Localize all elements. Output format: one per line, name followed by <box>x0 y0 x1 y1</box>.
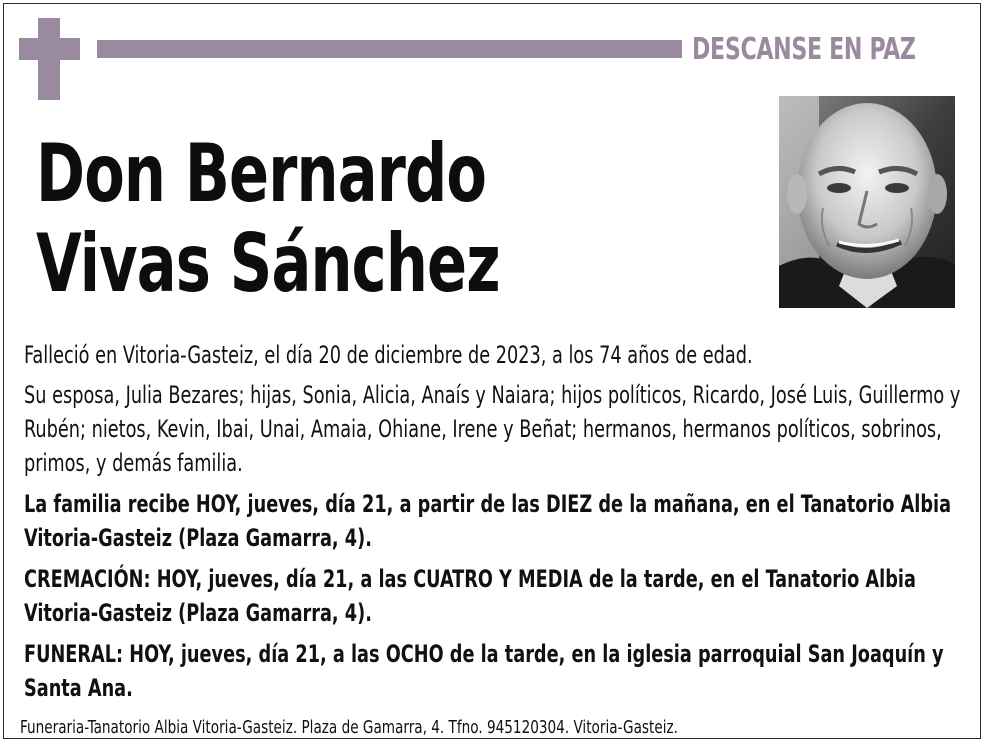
wake-notice: La familia recibe HOY, jueves, día 21, a partir de las DIEZ de la mañana, en el Tanatorio Albia Vitoria-Gasteiz (Plaza Gamarra, 4). <box>24 490 952 552</box>
family-list: Su esposa, Julia Bezares; hijas, Sonia, Alicia, Anaís y Naiara; hijos políticos, Ricardo, José Luis, Guillermo y Rubén; nietos, Kevin, Ibai, Unai, Amaia, Ohiane, Irene y Beñat; hermanos, hermanos políticos, sobrinos, primos, y demás familia. <box>24 381 961 477</box>
deceased-name-line-1: Don Bernardo <box>36 127 487 220</box>
header-label: DESCANSE EN PAZ <box>692 32 916 67</box>
deceased-name-line-2: Vivas Sánchez <box>36 217 500 310</box>
header-rule <box>97 40 682 58</box>
cremation-notice: CREMACIÓN: HOY, jueves, día 21, a las CUATRO Y MEDIA de la tarde, en el Tanatorio Albia Vitoria-Gasteiz (Plaza Gamarra, 4). <box>24 565 916 627</box>
funeral-notice: FUNERAL: HOY, jueves, día 21, a las OCHO de la tarde, en la iglesia parroquial San Joaquín y Santa Ana. <box>24 640 944 702</box>
portrait-photo <box>779 96 955 308</box>
cross-horizontal-bar <box>19 38 80 60</box>
funeral-home-footer: Funeraria-Tanatorio Albia Vitoria-Gasteiz. Plaza de Gamarra, 4. Tfno. 945120304. Vitoria-Gasteiz. <box>20 717 678 738</box>
death-announcement: Falleció en Vitoria-Gasteiz, el día 20 de diciembre de 2023, a los 74 años de edad. <box>24 341 753 369</box>
